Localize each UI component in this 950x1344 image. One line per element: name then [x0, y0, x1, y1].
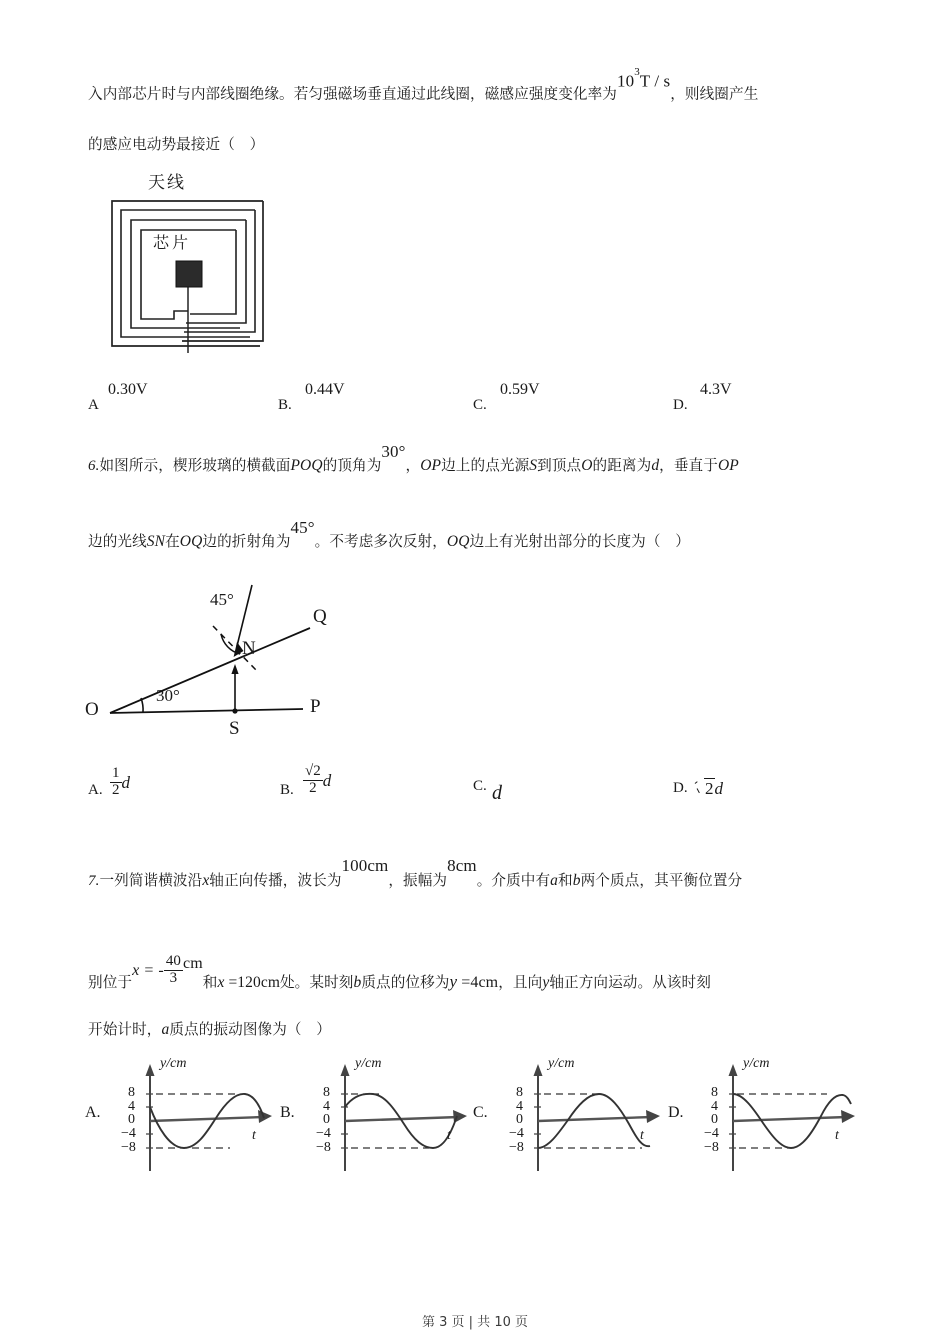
q7-b-1: b	[572, 872, 581, 889]
q7-position-a-prefix: x = -	[132, 961, 164, 979]
q6-wedge-figure	[85, 568, 375, 743]
q6-text-j: 边的折射角为	[202, 533, 291, 550]
q6-op-1: OP	[420, 457, 442, 474]
chip-label: 芯片	[153, 233, 192, 252]
q7-graph-d-ylabel: y/cm	[743, 1056, 770, 1071]
q7-text-n: 质点的振动图像为（ ）	[169, 1021, 331, 1038]
q6-text-h: 边的光线	[88, 533, 147, 550]
q6-option-c-label[interactable]: C.	[473, 778, 487, 794]
q7-text-f: 两个质点，其平衡位置分	[580, 872, 743, 889]
q5-paragraph-line-1	[88, 65, 759, 103]
q7-graph-a-ytick-8: 8	[128, 1085, 135, 1100]
q6-option-a-numerator: 1	[112, 765, 120, 781]
q5-option-d-value[interactable]: 4.3V	[700, 381, 732, 398]
q6-option-d-suffix: d	[714, 779, 723, 798]
q7-position-a-numerator: 40	[165, 953, 182, 969]
q5-option-a-value[interactable]: 0.30V	[108, 381, 148, 398]
q7-graph-b-svg	[307, 1058, 477, 1176]
q6-text-i: 在	[165, 533, 180, 550]
q5-text-part-1: 入内部芯片时与内部线圈绝缘。若匀强磁场垂直通过此线圈，磁感应强度变化率为	[88, 85, 617, 103]
q6-label-Q: Q	[313, 606, 327, 627]
q6-text-e: 到顶点	[537, 457, 582, 474]
q6-text-a: 如图所示，楔形玻璃的横截面	[99, 457, 291, 474]
q5-rate-unit: T / s	[639, 71, 671, 91]
q5-text-part-2: ，则线圈产生	[670, 85, 759, 103]
q7-graph-b-xlabel: t	[447, 1128, 451, 1143]
q7-graph-d-svg	[695, 1058, 865, 1176]
q7-x-1: x	[202, 872, 210, 889]
q6-label-P: P	[310, 696, 321, 717]
q7-graph-a-ytick-m8: −8	[121, 1140, 136, 1155]
q6-d-1: d	[651, 457, 660, 474]
q5-option-d-label[interactable]: D.	[673, 397, 688, 413]
q6-angle-N-label: 45°	[210, 590, 234, 609]
q6-option-b-numerator: √2	[305, 763, 321, 779]
q5-option-a-label[interactable]: A	[88, 397, 99, 413]
q6-text-k: 。不考虑多次反射，	[314, 533, 447, 550]
q6-option-d-label[interactable]: D.	[673, 780, 688, 796]
q7-graph-d-ytick-4: 4	[711, 1099, 718, 1114]
q6-option-d-radicand: 2	[705, 779, 714, 798]
q7-text-k: ，且向	[498, 973, 543, 991]
q7-a-2: a	[161, 1021, 170, 1038]
q7-paragraph-line-1	[88, 856, 743, 889]
q7-displacement-b: =4cm	[457, 973, 499, 991]
q7-graph-b-ytick-8: 8	[323, 1085, 330, 1100]
q5-rate-base: 10	[616, 71, 635, 91]
q7-option-a-graph[interactable]	[112, 1058, 282, 1181]
q7-wavelength: 100cm	[341, 856, 389, 875]
q5-rate-exponent: 3	[634, 65, 640, 78]
q7-option-b-label[interactable]: B.	[280, 1104, 295, 1121]
q7-x-2: x	[217, 973, 225, 991]
q7-text-l: 轴正方向运动。从该时刻	[549, 973, 711, 991]
q7-graph-d-xlabel: t	[835, 1128, 839, 1143]
q7-position-a-fraction	[164, 954, 183, 987]
q6-text-f: 的距离为	[592, 457, 652, 474]
q6-apex-angle: 30°	[381, 442, 406, 461]
q7-position-b: =120cm	[224, 973, 280, 991]
page-footer: 第 3 页 | 共 10 页	[422, 1315, 528, 1330]
q6-paragraph-line-1	[88, 442, 739, 474]
q7-graph-d-ytick-m8: −8	[704, 1140, 719, 1155]
q6-paragraph-line-2	[88, 518, 690, 550]
q6-option-a-value[interactable]	[110, 765, 130, 801]
q6-s-1: S	[529, 457, 538, 474]
q7-text-g: 别位于	[88, 973, 133, 991]
q7-position-a-unit: cm	[183, 954, 203, 972]
q7-option-b-graph[interactable]	[307, 1058, 477, 1181]
q6-option-a-denominator: 2	[112, 781, 120, 798]
q7-text-b: 轴正向传播，波长为	[209, 872, 342, 889]
q7-graph-b-ytick-4: 4	[323, 1099, 330, 1114]
q7-text-i: 处。某时刻	[279, 973, 354, 991]
q6-label-O: O	[85, 699, 99, 720]
q7-y-1: y	[449, 971, 458, 991]
q7-graph-a-ytick-4: 4	[128, 1099, 135, 1114]
q7-graph-c-xlabel: t	[640, 1128, 644, 1143]
q6-option-b-label[interactable]: B.	[280, 782, 294, 798]
q7-text-d: 。介质中有	[476, 872, 551, 889]
q5-option-b-label[interactable]: B.	[278, 397, 292, 413]
q7-graph-b-ytick-m4: −4	[316, 1126, 331, 1141]
q6-o-1: O	[581, 457, 593, 474]
q7-graph-b-ytick-0: 0	[323, 1112, 330, 1127]
q6-option-a-label[interactable]: A.	[88, 782, 103, 798]
q7-paragraph-line-3	[88, 1022, 331, 1038]
q5-rate-formula	[616, 65, 671, 91]
q7-text-e: 和	[558, 872, 573, 889]
q6-option-b-value[interactable]	[303, 763, 332, 799]
q7-graph-c-ytick-m8: −8	[509, 1140, 524, 1155]
q7-option-c-label[interactable]: C.	[473, 1104, 488, 1121]
q7-option-a-label[interactable]: A.	[85, 1104, 101, 1121]
q7-graph-d-ytick-m4: −4	[704, 1126, 719, 1141]
q6-option-b-denominator: 2	[303, 780, 323, 797]
q7-graph-a-ylabel: y/cm	[160, 1056, 187, 1071]
q7-position-a-formula	[132, 955, 203, 988]
antenna-label: 天线	[148, 173, 186, 193]
q7-graph-c-ylabel: y/cm	[548, 1056, 575, 1071]
q6-op-2: OP	[717, 457, 739, 474]
q6-text-d: 边上的点光源	[441, 457, 530, 474]
q7-amplitude: 8cm	[447, 856, 477, 875]
q7-graph-d-ytick-8: 8	[711, 1085, 718, 1100]
q6-oq-1: OQ	[179, 533, 203, 550]
q6-number: 6.	[88, 458, 100, 474]
q7-y-2: y	[542, 973, 550, 991]
q6-text-b: 的顶角为	[322, 457, 382, 474]
q7-graph-c-svg	[500, 1058, 670, 1176]
q6-option-c-value[interactable]: d	[492, 782, 502, 804]
q7-paragraph-line-2	[88, 953, 711, 1000]
q7-graph-d-ytick-0: 0	[711, 1112, 718, 1127]
q6-refraction-angle: 45°	[290, 518, 315, 537]
q6-option-d-value[interactable]	[695, 778, 723, 799]
q7-number: 7.	[88, 873, 100, 889]
q5-option-c-label[interactable]: C.	[473, 397, 487, 413]
q7-graph-c-ytick-0: 0	[516, 1112, 523, 1127]
q6-option-a-suffix: d	[121, 772, 130, 792]
q6-label-S: S	[229, 718, 240, 739]
q6-label-N: N	[242, 638, 256, 659]
q7-option-d-graph[interactable]	[695, 1058, 865, 1181]
q7-graph-b-ytick-m8: −8	[316, 1140, 331, 1155]
q7-text-a: 一列简谐横波沿	[99, 872, 203, 889]
q7-graph-c-ytick-4: 4	[516, 1099, 523, 1114]
q6-option-b-fraction	[303, 764, 323, 797]
q7-option-c-graph[interactable]	[500, 1058, 670, 1181]
q7-text-h: 和	[202, 973, 218, 991]
q7-graph-b-ylabel: y/cm	[355, 1056, 382, 1071]
q7-option-d-label[interactable]: D.	[668, 1104, 684, 1121]
q5-option-c-value[interactable]: 0.59V	[500, 381, 540, 398]
q6-text-l: 边上有光射出部分的长度为（ ）	[469, 533, 690, 550]
q7-graph-c-ytick-m4: −4	[509, 1126, 524, 1141]
q6-text-g: ，垂直于	[659, 457, 718, 474]
q7-graph-a-svg	[112, 1058, 282, 1176]
q6-oq-2: OQ	[446, 533, 470, 550]
q6-option-b-suffix: d	[322, 770, 332, 790]
q7-graph-c-ytick-8: 8	[516, 1085, 523, 1100]
q7-graph-a-xlabel: t	[252, 1128, 256, 1143]
q7-text-j: 质点的位移为	[361, 973, 450, 991]
q7-text-m: 开始计时，	[88, 1021, 162, 1038]
q7-a-1: a	[550, 872, 559, 889]
q7-text-c: ，振幅为	[388, 872, 448, 889]
q6-option-d-sqrt	[695, 778, 715, 799]
q6-sn: SN	[146, 533, 166, 550]
q6-option-a-fraction	[110, 766, 122, 799]
q7-graph-a-ytick-m4: −4	[121, 1126, 136, 1141]
q6-text-c: ，	[405, 457, 421, 474]
q5-option-b-value[interactable]: 0.44V	[305, 381, 345, 398]
q6-poq: POQ	[290, 457, 323, 474]
q6-angle-O-label: 30°	[156, 686, 180, 705]
q5-paragraph-line-2: 的感应电动势最接近（ ）	[88, 136, 265, 153]
antenna-coil-svg	[100, 193, 290, 353]
q7-graph-a-ytick-0: 0	[128, 1112, 135, 1127]
q7-position-a-denominator: 3	[164, 970, 183, 987]
q7-b-2: b	[353, 973, 362, 991]
q5-antenna-figure	[100, 168, 290, 348]
